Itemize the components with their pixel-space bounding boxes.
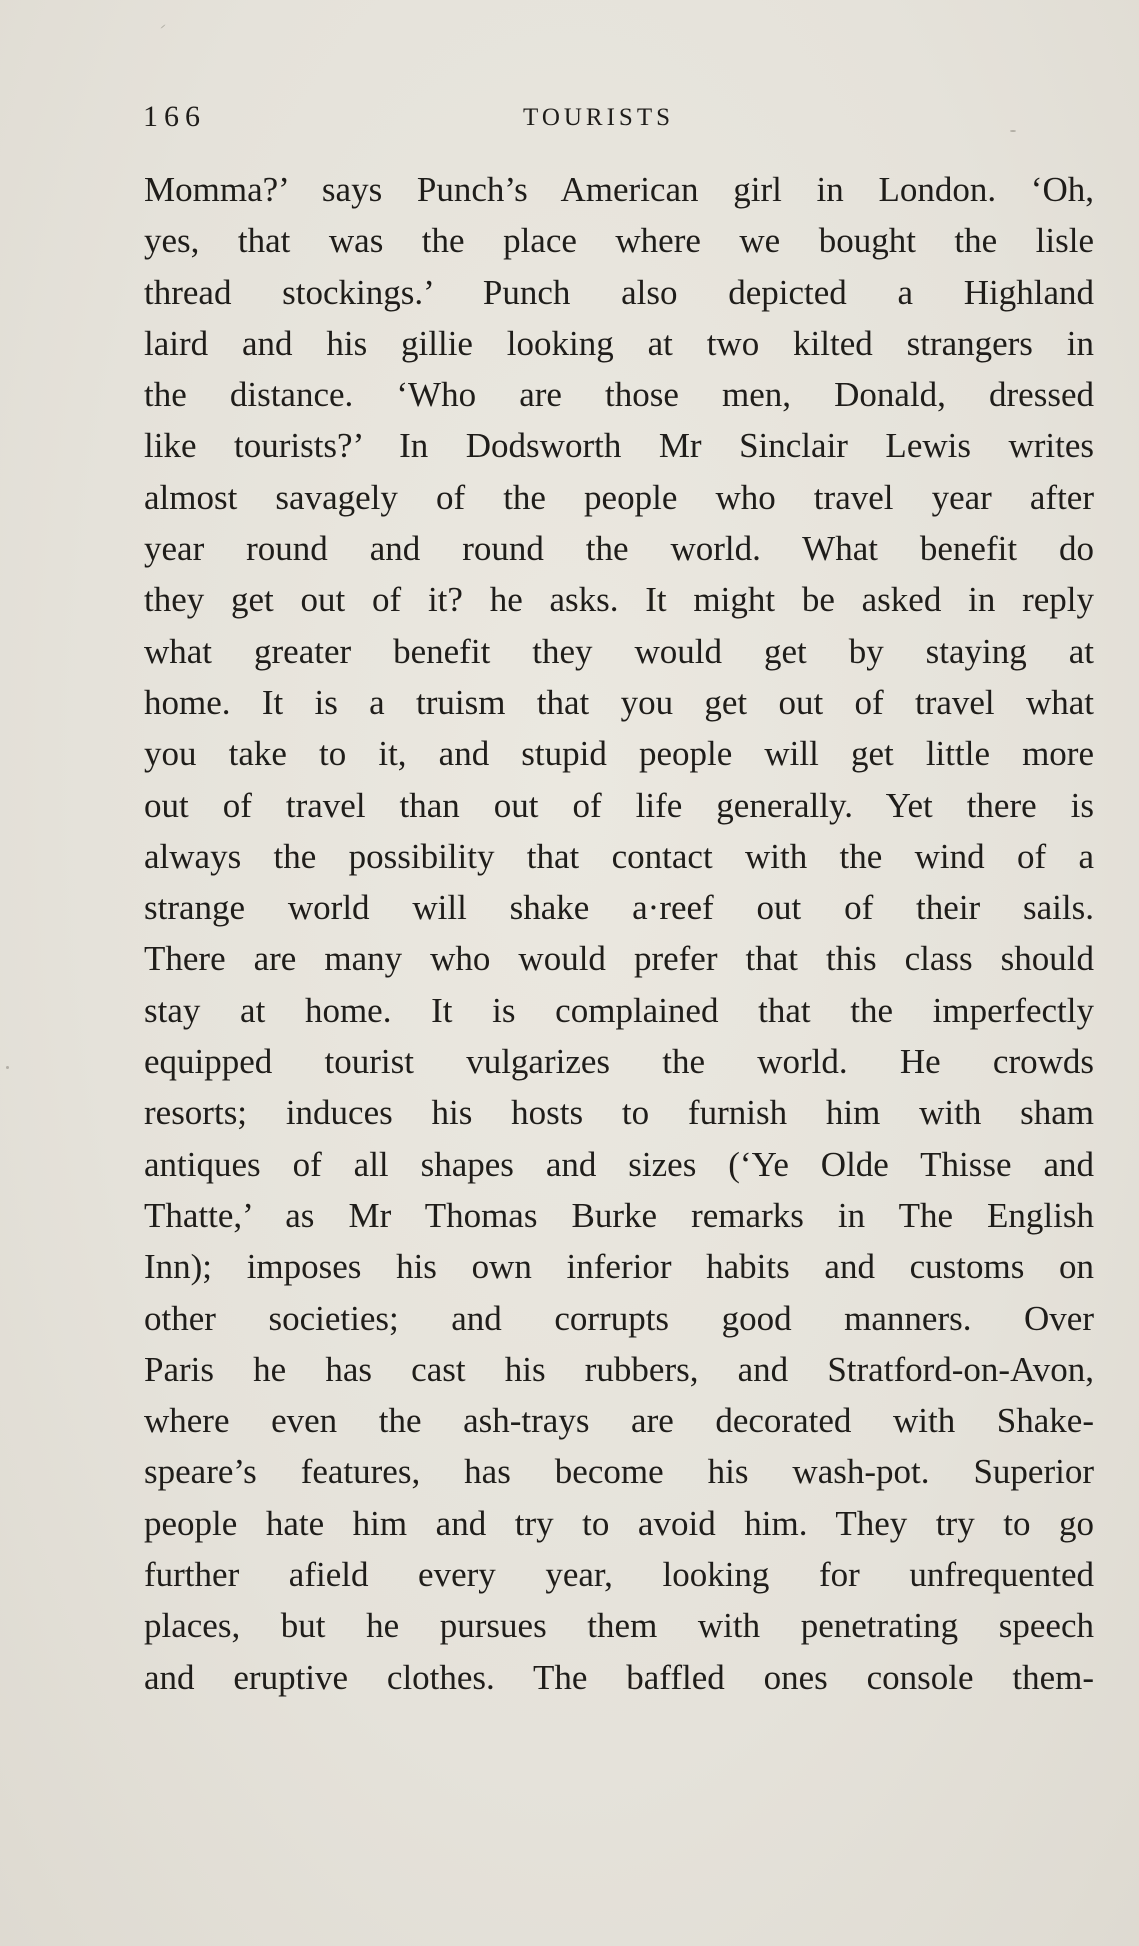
text-line: and eruptive clothes. The baffled ones console them- <box>144 1657 1094 1697</box>
text-line: Momma?’ says Punch’s American girl in London. ‘Oh, <box>144 170 1094 209</box>
text-line: stay at home. It is complained that the imperfectly <box>144 990 1094 1030</box>
running-head <box>143 100 1093 140</box>
text-line: other societies; and corrupts good manners. Over <box>144 1298 1094 1338</box>
text-line: year round and round the world. What benefit do <box>144 529 1094 569</box>
text-line: home. It is a truism that you get out of travel what <box>144 682 1094 722</box>
text-line: Paris he has cast his rubbers, and Stratford-on-Avon, <box>144 1349 1094 1389</box>
text-line: like tourists?’ In Dodsworth Mr Sinclair Lewis writes <box>144 426 1094 466</box>
text-line: strange world will shake a·reef out of their sails. <box>144 888 1094 928</box>
text-line: laird and his gillie looking at two kilted strangers in <box>144 323 1094 363</box>
text-line: antiques of all shapes and sizes (‘Ye Olde Thisse and <box>144 1144 1094 1184</box>
text-line: out of travel than out of life generally. Yet there is <box>144 785 1094 825</box>
text-line: almost savagely of the people who travel year after <box>144 477 1094 517</box>
paper-speck <box>6 1066 9 1069</box>
body-text <box>144 164 1094 1703</box>
text-line: what greater benefit they would get by staying at <box>144 631 1094 671</box>
text-line: people hate him and try to avoid him. They try to go <box>144 1503 1094 1543</box>
text-line: thread stockings.’ Punch also depicted a Highland <box>144 272 1094 312</box>
text-line: Thatte,’ as Mr Thomas Burke remarks in The English <box>144 1195 1094 1235</box>
text-line: Inn); imposes his own inferior habits and customs on <box>144 1247 1094 1287</box>
page-number: 166 <box>143 100 206 133</box>
text-line: where even the ash-trays are decorated with Shake- <box>144 1401 1094 1441</box>
text-line: you take to it, and stupid people will get little more <box>144 734 1094 774</box>
text-line: they get out of it? he asks. It might be asked in reply <box>144 580 1094 620</box>
text-line: further afield every year, looking for unfrequented <box>144 1555 1094 1595</box>
text-line: yes, that was the place where we bought the lisle <box>144 221 1094 261</box>
running-title: TOURISTS <box>523 104 675 131</box>
text-line: resorts; induces his hosts to furnish him with sham <box>144 1093 1094 1133</box>
text-line: There are many who would prefer that this class should <box>144 939 1094 979</box>
text-line: the distance. ‘Who are those men, Donald, dressed <box>144 375 1094 415</box>
text-line: always the possibility that contact with the wind of a <box>144 836 1094 876</box>
text-line: speare’s features, has become his wash-pot. Superior <box>144 1452 1094 1492</box>
text-line: places, but he pursues them with penetrating speech <box>144 1606 1094 1646</box>
paper-speck <box>160 24 165 29</box>
text-line: equipped tourist vulgarizes the world. He crowds <box>144 1042 1094 1082</box>
